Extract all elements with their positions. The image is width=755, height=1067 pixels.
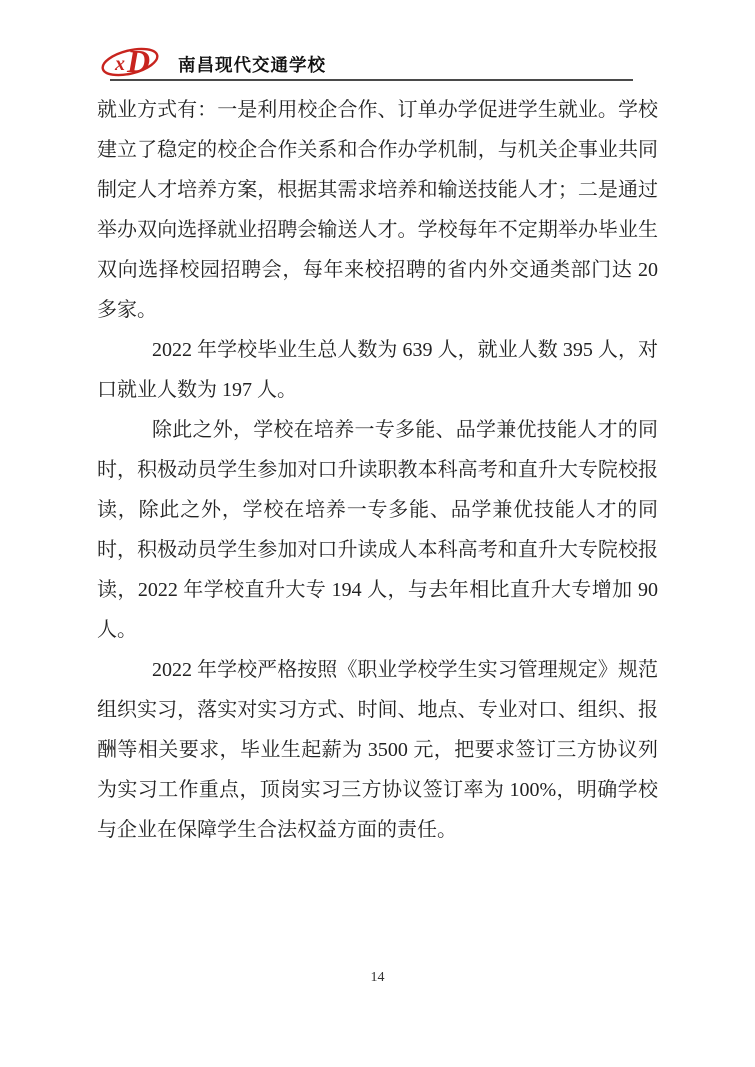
document-body [97, 90, 658, 850]
body-paragraph: 2022 年学校毕业生总人数为 639 人，就业人数 395 人，对口就业人数为 197 人。 [97, 339, 658, 401]
header-divider [110, 79, 633, 81]
page-footer [0, 968, 755, 986]
svg-text:D: D [127, 43, 151, 79]
body-paragraph: 就业方式有：一是利用校企合作、订单办学促进学生就业。学校建立了稳定的校企合作关系和合作办学机制，与机关企事业共同制定人才培养方案，根据其需求培养和输送技能人才；二是通过举办双向选择就业招聘会输送人才。学校每年不定期举办毕业生双向选择校园招聘会，每年来校招聘的省内外交通类部门达 20 多家。 [97, 99, 658, 321]
school-name: 南昌现代交通学校 [178, 55, 326, 75]
page-number: 14 [370, 970, 385, 985]
body-paragraph: 2022 年学校严格按照《职业学校学生实习管理规定》规范组织实习，落实对实习方式、时间、地点、专业对口、组织、报酬等相关要求，毕业生起薪为 3500 元，把要求签订三方协议列为实习工作重点，顶岗实习三方协议签订率为 100%，明确学校与企业在保障学生合法权益方面的责任。 [97, 659, 658, 841]
body-paragraph: 除此之外，学校在培养一专多能、品学兼优技能人才的同时，积极动员学生参加对口升读职教本科高考和直升大专院校报读，除此之外，学校在培养一专多能、品学兼优技能人才的同时，积极动员学生参加对口升读成人本科高考和直升大专院校报读，2022 年学校直升大专 194 人，与去年相比直升大专增加 90 人。 [97, 419, 658, 641]
svg-text:x: x [115, 53, 125, 75]
school-logo-xd-icon [100, 39, 168, 79]
